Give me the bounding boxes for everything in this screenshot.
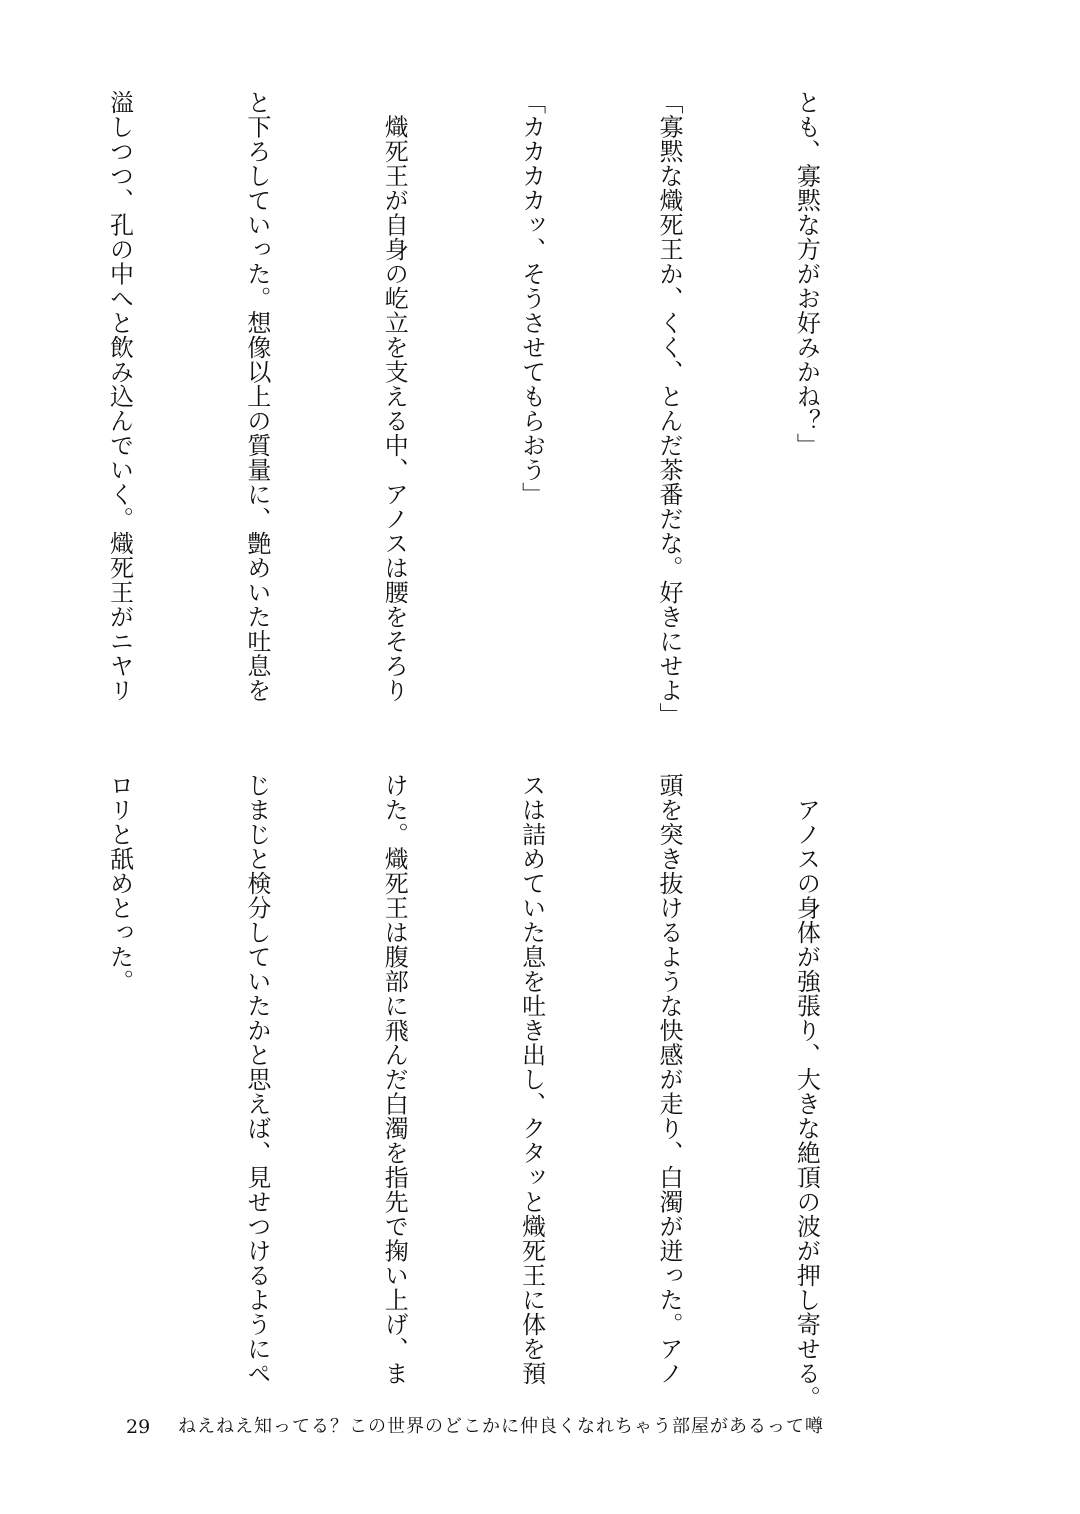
text-line: じまじと検分していたかと思えば、見せつけるようにペ <box>242 773 271 1386</box>
text-line: とも、寡黙な方がお好みかね？」 <box>792 90 821 458</box>
text-line: 頭を突き抜けるような快感が走り、白濁が迸った。アノ <box>655 773 684 1386</box>
text-line: アノスの身体が強張り、大きな絶頂の波が押し寄せる。 <box>792 773 821 1410</box>
page-footer <box>0 1412 1080 1452</box>
text-line: と下ろしていった。想像以上の質量に、艶めいた吐息を <box>242 90 271 703</box>
running-title: ねえねえ知ってる？この世界のどこかに仲良くなれちゃう部屋があるって噂 <box>178 1416 824 1437</box>
text-line <box>0 90 4 730</box>
text-line: 溢しつつ、孔の中へと飲み込んでいく。熾死王がニヤリ <box>105 90 134 703</box>
text-line: けた。熾死王は腹部に飛んだ白濁を指先で掬い上げ、ま <box>380 773 409 1386</box>
text-line: ロリと舐めとった。 <box>105 773 134 994</box>
page-number: 29 <box>126 1416 151 1438</box>
text-line: 「カカカカッ、そうさせてもらおう」 <box>517 90 546 507</box>
top-text-block <box>105 90 920 730</box>
text-line: スは詰めていた息を吐き出し、クタッと熾死王に体を預 <box>517 773 546 1386</box>
text-line: 「寡黙な熾死王か、くく、とんだ茶番だな。好きにせよ」 <box>655 90 684 727</box>
text-line: 熾死王が自身の屹立を支える中、アノスは腰をそろり <box>380 90 409 703</box>
text-line <box>0 773 4 1413</box>
bottom-text-block <box>105 773 920 1413</box>
